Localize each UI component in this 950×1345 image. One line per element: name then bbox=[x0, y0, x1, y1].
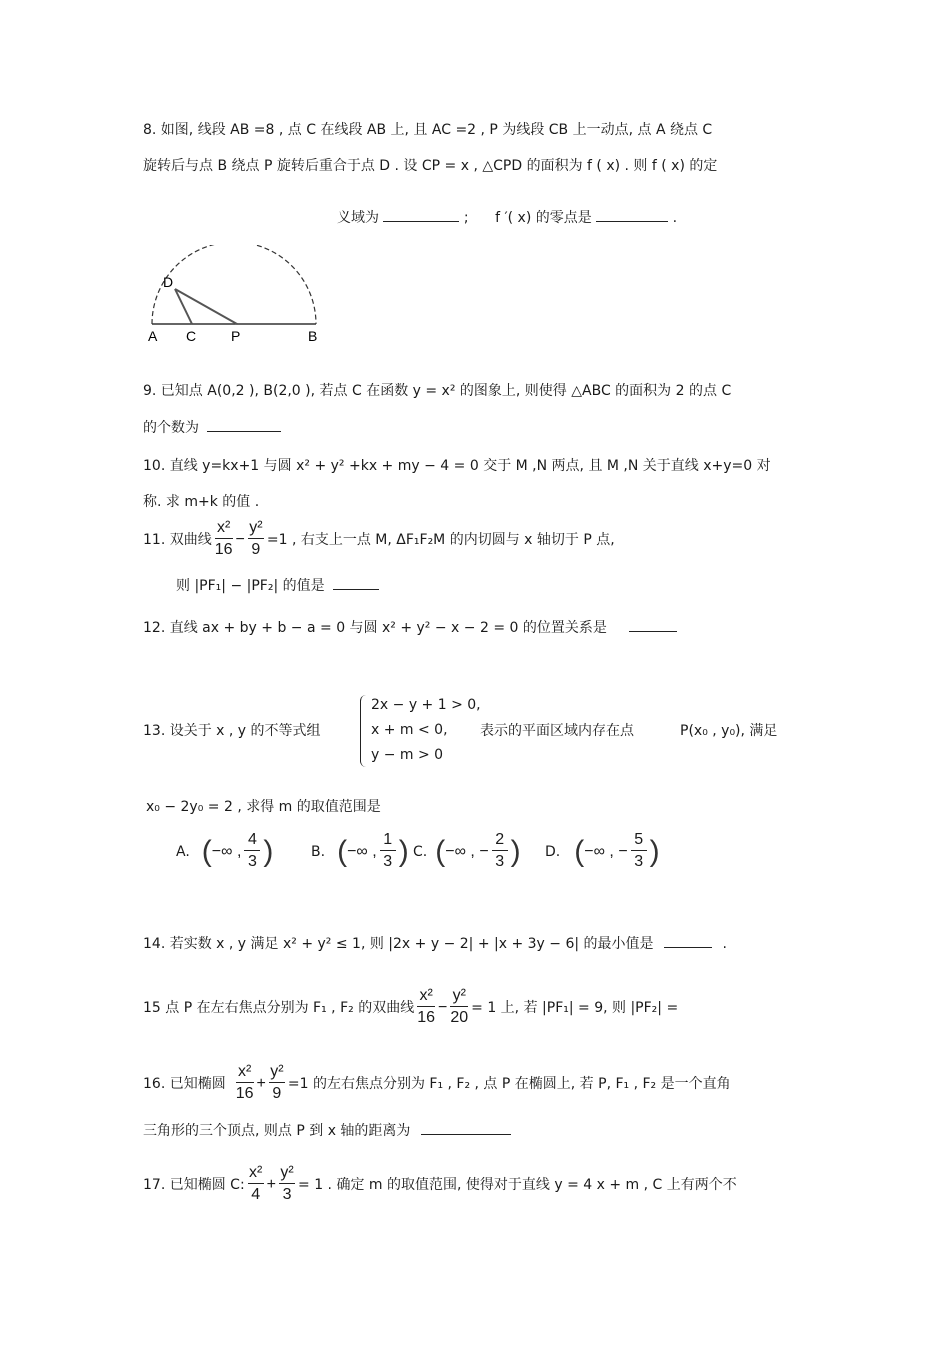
q9-line-2 bbox=[143, 417, 281, 438]
q16-plus: + bbox=[256, 1074, 266, 1092]
q14-line-1 bbox=[143, 933, 727, 954]
q13-prefix: 13. 设关于 x , y 的不等式组 bbox=[143, 723, 321, 739]
q13-option-c[interactable]: C. ( −∞ , − $\frac{2}{3}$ ) bbox=[413, 830, 521, 873]
q15-suffix: = 1 上, 若 |PF₁| = 9, 则 |PF₂| = bbox=[471, 999, 679, 1016]
option-a-inner: −∞ , bbox=[211, 842, 242, 860]
option-c-fraction: $\frac{2}{3}$ bbox=[492, 830, 508, 873]
option-c-inner: −∞ , − bbox=[445, 842, 489, 860]
q12-answer-blank bbox=[629, 617, 677, 632]
option-a-fraction: $\frac{4}{3}$ bbox=[244, 830, 260, 873]
q17-fraction-y: $\frac{\text{y²}}{3}$ bbox=[280, 1164, 294, 1203]
q15-fraction-x: $\frac{\text{x²}}{16}$ bbox=[417, 987, 435, 1026]
q17-suffix: = 1 . 确定 m 的取值范围, 使得对于直线 y = 4 x + m , C 上有两个不 bbox=[298, 1176, 737, 1193]
q17-prefix: 17. 已知椭圆 C: bbox=[143, 1176, 245, 1193]
q10-line-2: 称. 求 m+k 的值 . bbox=[143, 494, 260, 510]
q13-line-2: x₀ − 2y₀ = 2 , 求得 m 的取值范围是 bbox=[146, 799, 381, 815]
q13-middle: 表示的平面区域内存在点 bbox=[480, 723, 634, 739]
label-a: A bbox=[148, 328, 158, 344]
q13-option-a[interactable]: A. ( −∞ , $\frac{4}{3}$ ) bbox=[176, 830, 273, 873]
q8-figure bbox=[140, 245, 340, 350]
option-c-label: C. bbox=[413, 843, 428, 860]
q16-suffix: =1 的左右焦点分别为 F₁ , F₂ , 点 P 在椭圆上, 若 P, F₁ , F₂ 是一个直角 bbox=[287, 1075, 731, 1092]
q11-line-2 bbox=[176, 575, 379, 596]
q11-question: 则 |PF₁| − |PF₂| 的值是 bbox=[176, 578, 325, 594]
q11-fraction-y bbox=[248, 518, 264, 561]
q9-answer-blank bbox=[207, 417, 281, 432]
label-c: C bbox=[186, 328, 197, 344]
q8-semicolon: ; bbox=[463, 210, 469, 226]
q16-answer-blank bbox=[421, 1120, 511, 1135]
q8-answer-blank-1 bbox=[383, 207, 459, 222]
q11-prefix: 11. 双曲线 bbox=[143, 531, 212, 548]
label-p: P bbox=[231, 328, 241, 344]
q17-fraction-x: $\frac{\text{x²}}{4}$ bbox=[249, 1164, 263, 1203]
q11-answer-blank bbox=[333, 575, 379, 590]
q11-frac1-num: x² bbox=[216, 519, 231, 536]
q16-fraction-y: $\frac{\text{y²}}{9}$ bbox=[270, 1063, 284, 1102]
q12-text: 12. 直线 ax + by + b − a = 0 与圆 x² + y² − x − 2 = 0 的位置关系是 bbox=[143, 620, 607, 636]
q14-text: 14. 若实数 x , y 满足 x² + y² ≤ 1, 则 |2x + y − 2| + |x + 3y − 6| 的最小值是 bbox=[143, 936, 654, 952]
q8-answer-blank-2 bbox=[596, 207, 668, 222]
q14-answer-blank bbox=[664, 933, 712, 948]
q8-line-3 bbox=[337, 207, 677, 228]
q15-minus: − bbox=[438, 998, 448, 1016]
q17-line-1 bbox=[143, 1163, 737, 1206]
option-b-inner: −∞ , bbox=[347, 842, 377, 860]
q11-frac2-den: 9 bbox=[251, 541, 261, 558]
q13-brace bbox=[360, 695, 369, 767]
q13-option-b[interactable]: B. ( −∞ , $\frac{1}{3}$ ) bbox=[311, 830, 409, 873]
q16-line-2 bbox=[143, 1120, 511, 1141]
q11-line-1 bbox=[143, 518, 615, 561]
q11-minus: − bbox=[235, 530, 245, 548]
q14-period: . bbox=[722, 936, 727, 952]
q8-zero-text: f ′( x) 的零点是 bbox=[495, 210, 592, 226]
q16-prefix: 16. 已知椭圆 bbox=[143, 1075, 226, 1092]
q13-inequality-3: y − m > 0 bbox=[371, 747, 444, 763]
q15-prefix: 15 点 P 在左右焦点分别为 F₁ , F₂ 的双曲线 bbox=[143, 999, 415, 1016]
q8-period: . bbox=[672, 210, 678, 226]
q8-line-2: 旋转后与点 B 绕点 P 旋转后重合于点 D . 设 CP = x , △CPD 的面积为 f ( x) . 则 f ( x) 的定 bbox=[143, 158, 718, 174]
q16-line-1 bbox=[143, 1062, 731, 1105]
q11-frac2-num: y² bbox=[249, 519, 263, 536]
q12-line-1 bbox=[143, 617, 677, 638]
q9-count-text: 的个数为 bbox=[143, 420, 199, 436]
q11-fraction-x bbox=[215, 518, 233, 561]
option-b-fraction: $\frac{1}{3}$ bbox=[380, 830, 396, 873]
option-d-inner: −∞ , − bbox=[584, 842, 628, 860]
q16-fraction-x: $\frac{\text{x²}}{16}$ bbox=[235, 1063, 254, 1102]
q13-point: P(x₀ , y₀), 满足 bbox=[680, 723, 778, 739]
q13-inequality-2: x + m < 0, bbox=[371, 722, 448, 738]
q11-suffix: =1 , 右支上一点 M, ΔF₁F₂M 的内切圆与 x 轴切于 P 点, bbox=[266, 531, 615, 548]
option-b-label: B. bbox=[311, 843, 326, 860]
semicircle-arc bbox=[152, 245, 316, 324]
q16-question: 三角形的三个顶点, 则点 P 到 x 轴的距离为 bbox=[143, 1123, 411, 1139]
label-b: B bbox=[308, 328, 318, 344]
option-d-label: D. bbox=[545, 843, 561, 860]
q8-line-1: 8. 如图, 线段 AB =8 , 点 C 在线段 AB 上, 且 AC =2 , P 为线段 CB 上一动点, 点 A 绕点 C bbox=[143, 122, 713, 138]
q13-inequality-1: 2x − y + 1 > 0, bbox=[371, 697, 481, 713]
q10-line-1: 10. 直线 y=kx+1 与圆 x² + y² +kx + my − 4 = 0 交于 M ,N 两点, 且 M ,N 关于直线 x+y=0 对 bbox=[143, 458, 771, 474]
q11-frac1-den: 16 bbox=[214, 541, 233, 558]
label-d: D bbox=[163, 274, 174, 290]
option-a-label: A. bbox=[176, 843, 190, 860]
option-d-fraction: $\frac{5}{3}$ bbox=[631, 830, 647, 873]
q15-line-1 bbox=[143, 986, 678, 1029]
q8-domain-text: 义域为 bbox=[337, 210, 379, 226]
q9-line-1: 9. 已知点 A(0,2 ), B(2,0 ), 若点 C 在函数 y = x² 的图象上, 则使得 △ABC 的面积为 2 的点 C bbox=[143, 383, 732, 399]
q15-fraction-y: $\frac{\text{y²}}{20}$ bbox=[450, 987, 469, 1026]
q17-plus: + bbox=[266, 1175, 277, 1193]
q13-option-d[interactable]: D. ( −∞ , − $\frac{5}{3}$ ) bbox=[545, 830, 660, 873]
